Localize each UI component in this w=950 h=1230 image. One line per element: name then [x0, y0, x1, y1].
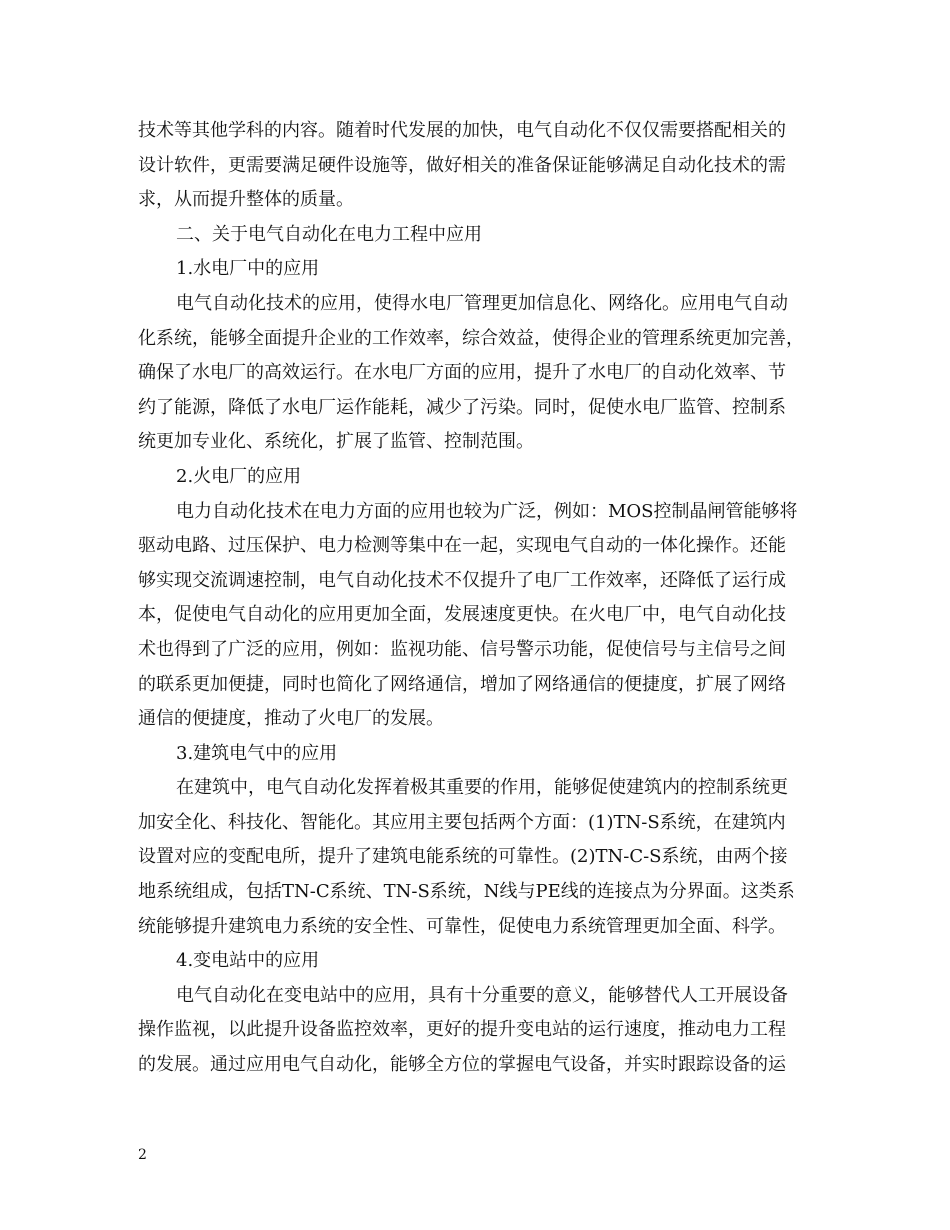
text-line: 1.水电厂中的应用: [176, 258, 320, 280]
text-line: 设计软件，更需要满足硬件设施等，做好相关的准备保证能够满足自动化技术的需: [138, 154, 786, 176]
text-line: 电气自动化在变电站中的应用，具有十分重要的意义，能够替代人工开展设备: [176, 984, 788, 1006]
text-line: 驱动电路、过压保护、电力检测等集中在一起，实现电气自动的一体化操作。还能: [138, 535, 786, 557]
text-line: 约了能源，降低了水电厂运作能耗，减少了污染。同时，促使水电厂监管、控制系: [138, 396, 786, 418]
text-line: 4.变电站中的应用: [176, 950, 320, 972]
text-line: 地系统组成，包括TN-C系统、TN-S系统，N线与PE线的连接点为分界面。这类系: [138, 881, 795, 903]
text-line: 2.火电厂的应用: [176, 465, 302, 487]
text-line: 确保了水电厂的高效运行。在水电厂方面的应用，提升了水电厂的自动化效率、节: [138, 362, 786, 384]
text-line: 统更加专业化、系统化，扩展了监管、控制范围。: [138, 431, 534, 453]
text-line: 求，从而提升整体的质量。: [138, 189, 354, 211]
text-line: 电气自动化技术的应用，使得水电厂管理更加信息化、网络化。应用电气自动: [176, 292, 788, 314]
text-line: 操作监视，以此提升设备监控效率，更好的提升变电站的运行速度，推动电力工程: [138, 1019, 786, 1041]
text-line: 电力自动化技术在电力方面的应用也较为广泛，例如：MOS控制晶闸管能够将: [176, 500, 798, 522]
text-line: 技术等其他学科的内容。随着时代发展的加快，电气自动化不仅仅需要搭配相关的: [138, 120, 786, 141]
text-line: 设置对应的变配电所，提升了建筑电能系统的可靠性。(2)TN-C-S系统，由两个接: [138, 846, 788, 868]
text-line: 术也得到了广泛的应用，例如：监视功能、信号警示功能，促使信号与主信号之间: [138, 638, 786, 660]
text-line: 3.建筑电气中的应用: [176, 742, 338, 764]
text-line: 在建筑中，电气自动化发挥着极其重要的作用，能够促使建筑内的控制系统更: [176, 777, 788, 799]
text-line: 化系统，能够全面提升企业的工作效率，综合效益，使得企业的管理系统更加完善，: [138, 327, 804, 349]
text-line: 的发展。通过应用电气自动化，能够全方位的掌握电气设备，并实时跟踪设备的运: [138, 1054, 786, 1076]
body-text: [138, 114, 818, 1083]
text-line: 加安全化、科技化、智能化。其应用主要包括两个方面：(1)TN-S系统，在建筑内: [138, 811, 786, 833]
text-line: 统能够提升建筑电力系统的安全性、可靠性，促使电力系统管理更加全面、科学。: [138, 915, 786, 937]
text-line: 本，促使电气自动化的应用更加全面，发展速度更快。在火电厂中，电气自动化技: [138, 604, 786, 626]
text-line: 通信的便捷度，推动了火电厂的发展。: [138, 708, 444, 730]
page-number: 2: [138, 1147, 147, 1163]
text-line: 的联系更加便捷，同时也简化了网络通信，增加了网络通信的便捷度，扩展了网络: [138, 673, 786, 695]
text-line: 够实现交流调速控制，电气自动化技术不仅提升了电厂工作效率，还降低了运行成: [138, 569, 786, 591]
text-line: 二、关于电气自动化在电力工程中应用: [176, 223, 482, 245]
